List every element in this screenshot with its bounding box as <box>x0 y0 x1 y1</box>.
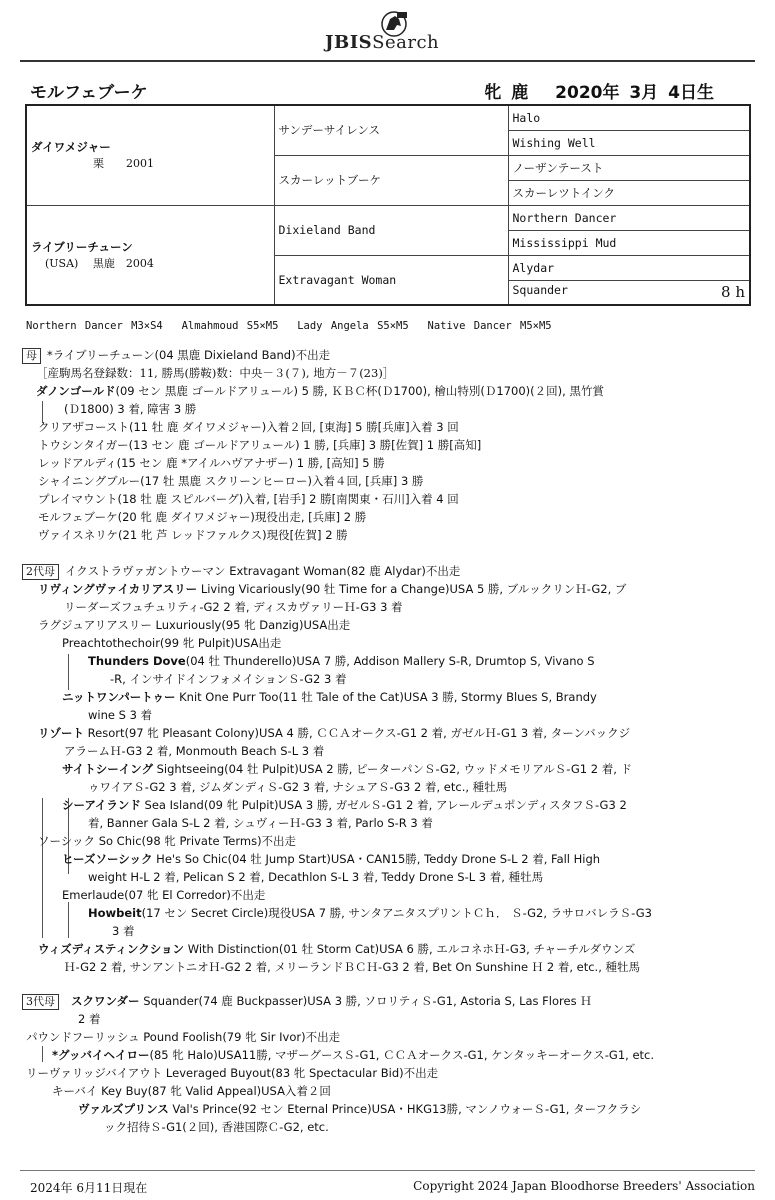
dam-foal-cont: (Ｄ1800) 3 着, 障害 3 勝 <box>64 402 197 416</box>
sire-name[interactable]: ダイワメジャー <box>31 140 111 155</box>
sire-dam[interactable]: スカーレットブーケ <box>274 155 508 205</box>
g3-3[interactable]: ノーザンテースト <box>508 155 750 180</box>
foal-2: クリアザコースト(11 牡 鹿 ダイワメジャー)入着２回, [東海] 5 勝[兵庫]入着 3 回 <box>38 420 459 434</box>
g3-4[interactable]: スカーレツトインク <box>508 180 750 205</box>
so-chic: ソーシック So Chic(98 牝 Private Terms)不出走 <box>38 834 297 848</box>
foal-5: シャイニングブルー(17 牡 黒鹿 スクリーンヒーロー)入着４回, [兵庫] 3 勝 <box>38 474 424 488</box>
logo-jbis: JBIS <box>325 32 373 53</box>
foal-4: レッドアルディ(15 セン 鹿 *アイルハヴアナザー) 1 勝, [高知] 5 勝 <box>38 456 385 470</box>
inbreeding-line: Northern Dancer M3×S4 Almahmoud S5×M5 Lady Angela S5×M5 Native Dancer M5×M5 <box>26 320 552 332</box>
pound-foolish: パウンドフーリッシュ Pound Foolish(79 牝 Sir Ivor)不出走 <box>26 1030 341 1044</box>
resort[interactable]: リゾート <box>38 726 84 740</box>
dam-sire[interactable]: Dixieland Band <box>274 205 508 255</box>
header <box>0 0 775 58</box>
foal-name-1[interactable]: ダノンゴールド <box>36 384 116 398</box>
family-code: 8 h <box>721 283 745 302</box>
emerlaude: Emerlaude(07 牝 El Corredor)不出走 <box>62 888 266 902</box>
leveraged-buyout: リーヴァリッジバイアウト Leveraged Buyout(83 牝 Spectacular Bid)不出走 <box>26 1066 439 1080</box>
g3-6[interactable]: Mississippi Mud <box>508 230 750 255</box>
sightseeing[interactable]: サイトシーイング <box>62 762 153 776</box>
vals-prince[interactable]: ヴァルズプリンス <box>78 1102 169 1116</box>
gen2-foal-1[interactable]: リヴィングヴァイカリアスリー <box>38 582 198 596</box>
gen2-label: 2代母 <box>22 564 59 580</box>
foal-3: トウシンタイガー(13 セン 鹿 ゴールドアリュール) 1 勝, [兵庫] 3 勝[佐賀] 1 勝[高知] <box>38 438 482 452</box>
sire-sire[interactable]: サンデーサイレンス <box>274 105 508 155</box>
pedigree-table <box>25 104 751 306</box>
g3-1[interactable]: Halo <box>508 105 750 130</box>
dam-cell <box>26 205 274 305</box>
g3-8-name: Squander <box>512 283 568 298</box>
sea-island[interactable]: シーアイランド <box>62 798 141 812</box>
top-rule <box>20 60 755 62</box>
gen2-section: 2代母 イクストラヴァガントウーマン Extravagant Woman(82 鹿 Alydar)不出走 リヴィングヴァイカリアスリー Living Vicariously(90 牡 Time for a Change)USA 5 勝, ブルックリンＨ-G2, ブ リーダーズフュチュリティ-G2 2 着, ディスカヴァリーＨ-G3 3 着 ラグジュアリアスリー Luxuriously(95 牝 Danzig)USA出走 Preachtothechoir(99 牝 Pulpit)USA出走 Thunders Dove(04 牡 Thunderello)USA 7 勝, Addison Mallery S-R, Drumtop S, Vivano S -R, インサイドインフォメイションＳ-G2 3 着 ニットワンパートゥー Knit One Purr Too(11 牡 Tale of the Cat)USA 3 勝, Stormy Blues S, Brandy wine S 3 着 リゾート Resort(97 牝 Pleasant Colony)USA 4 勝, ＣＣＡオークス-G1 2 着, ガゼルＨ-G1 3 着, ターンバックジ アラームＨ-G3 2 着, Monmouth Beach S-L 3 着 サイトシーイング Sightseeing(04 牡 Pulpit)USA 2 勝, ピーターパンＳ-G2, ウッドメモリアルＳ-G1 2 着, ド ゥワイアＳ-G2 3 着, ジムダンディＳ-G2 3 着, ナシュアＳ-G3 2 着, etc., 種牡馬 シーアイランド Sea Island(09 牝 Pulpit)USA 3 勝, ガゼルＳ-G1 2 着, アレールデュポンディスタフＳ-G3 2 着, Banner Gala S-L 2 着, シュヴィーＨ-G3 3 着, Parlo S-R 3 着 ソーシック So Chic(98 牝 Private Terms)不出走 ヒーズソーシック He's So Chic(04 牡 Jump Start)USA・CAN15勝, Teddy Drone S-L 2 着, Fall High weight H-L 2 着, Pelican S 2 着, Decathlon S-L 3 着, Teddy Drone S-L 3 着, 種牡馬 Emerlaude(07 牝 El Corredor)不出走 Howbeit(17 セン Secret Circle)現役USA 7 勝, サンタアニタスプリントＣｈ． Ｓ-G2, ラサロバレラＳ-G3 3 着 ウィズディスティンクション With Distinction(01 牡 Storm Cat)USA 6 勝, エルコネホＨ-G3, チャーチルダウンズ Ｈ-G2 2 着, サンアントニオＨ-G2 2 着, メリーランドＢＣＨ-G3 2 着, Bet On Sunshine Ｈ 2 着, etc., 種牡馬 <box>22 562 762 976</box>
howbeit[interactable]: Howbeit <box>88 906 142 920</box>
dam-name[interactable]: ライブリーチューン <box>31 239 133 254</box>
with-distinction[interactable]: ウィズディスティンクション <box>38 942 185 956</box>
g3-2[interactable]: Wishing Well <box>508 130 750 155</box>
dam-label: 母 <box>22 348 41 364</box>
title-row <box>30 78 750 104</box>
horse-name: モルフェブーケ <box>30 83 148 103</box>
sire-cell <box>26 105 274 205</box>
dam-line: *ライブリーチューン(04 黒鹿 Dixieland Band)不出走 <box>47 348 331 362</box>
gen3-label: 3代母 <box>22 994 59 1010</box>
horse-info: 牝 鹿 2020年 3月 4日生 <box>484 83 714 103</box>
foal-8: ヴァイスネリケ(21 牝 芦 レッドファルクス)現役[佐賀] 2 勝 <box>38 528 348 542</box>
footer-copyright: Copyright 2024 Japan Bloodhorse Breeders' Association <box>413 1179 755 1193</box>
squander[interactable]: スクワンダー <box>71 994 140 1008</box>
g3-7[interactable]: Alydar <box>508 255 750 280</box>
sire-detail: 栗 2001 <box>93 157 154 171</box>
dam-dam[interactable]: Extravagant Woman <box>274 255 508 305</box>
g3-8[interactable] <box>508 280 750 305</box>
dam-section <box>22 346 762 544</box>
hes-so-chic[interactable]: ヒーズソーシック <box>62 852 153 866</box>
gen3-section: 3代母 スクワンダー Squander(74 鹿 Buckpasser)USA 3 勝, ソロリティＳ-G1, Astoria S, Las Flores Ｈ 2 着 パウンドフーリッシュ Pound Foolish(79 牝 Sir Ivor)不出走 *グッバイヘイロー(85 牝 Halo)USA11勝, マザーグースＳ-G1, ＣＣＡオークス-G1, ケンタッキーオークス-G1, etc. リーヴァリッジバイアウト Leveraged Buyout(83 牝 Spectacular Bid)不出走 キーバイ Key Buy(87 牝 Valid Appeal)USA入着２回 ヴァルズプリンス Val's Prince(92 セン Eternal Prince)USA・HKG13勝, マンノウォーＳ-G1, ターフクラシ ック招待Ｓ-G1(２回), 香港国際Ｃ-G2, etc. <box>22 992 762 1136</box>
g3-5[interactable]: Northern Dancer <box>508 205 750 230</box>
knit-one-purr-too[interactable]: ニットワンパートゥー <box>62 690 176 704</box>
dam-stats: ［産駒馬名登録数：11, 勝馬(勝鞍)数：中央－３(７), 地方－７(23)］ <box>36 366 395 380</box>
key-buy: キーバイ Key Buy(87 牝 Valid Appeal)USA入着２回 <box>52 1084 331 1098</box>
jbis-logo[interactable] <box>325 8 465 54</box>
foal-7: モルフェブーケ(20 牝 鹿 ダイワメジャー)現役出走, [兵庫] 2 勝 <box>38 510 367 524</box>
dam-detail: (USA) 黒鹿 2004 <box>45 256 154 270</box>
goodbye-halo[interactable]: *グッバイヘイロー <box>52 1048 150 1062</box>
thunders-dove[interactable]: Thunders Dove <box>88 654 186 668</box>
logo-search: Search <box>372 32 440 53</box>
bottom-rule <box>20 1170 755 1171</box>
gen2-foal-2: ラグジュアリアスリー Luxuriously(95 牝 Danzig)USA出走 <box>38 618 351 632</box>
gen2-dam: イクストラヴァガントウーマン Extravagant Woman(82 鹿 Alydar)不出走 <box>65 564 461 578</box>
footer-date: 2024年 6月11日現在 <box>30 1181 148 1195</box>
dam-foal: ダノンゴールド(09 セン 黒鹿 ゴールドアリュール) 5 勝, ＫＢＣ杯(Ｄ1700), 檜山特別(Ｄ1700)(２回), 黒竹賞 <box>36 384 604 398</box>
foal-6: プレイマウント(18 牡 鹿 スピルバーグ)入着, [岩手] 2 勝[南関東・石川]入着 4 回 <box>38 492 459 506</box>
